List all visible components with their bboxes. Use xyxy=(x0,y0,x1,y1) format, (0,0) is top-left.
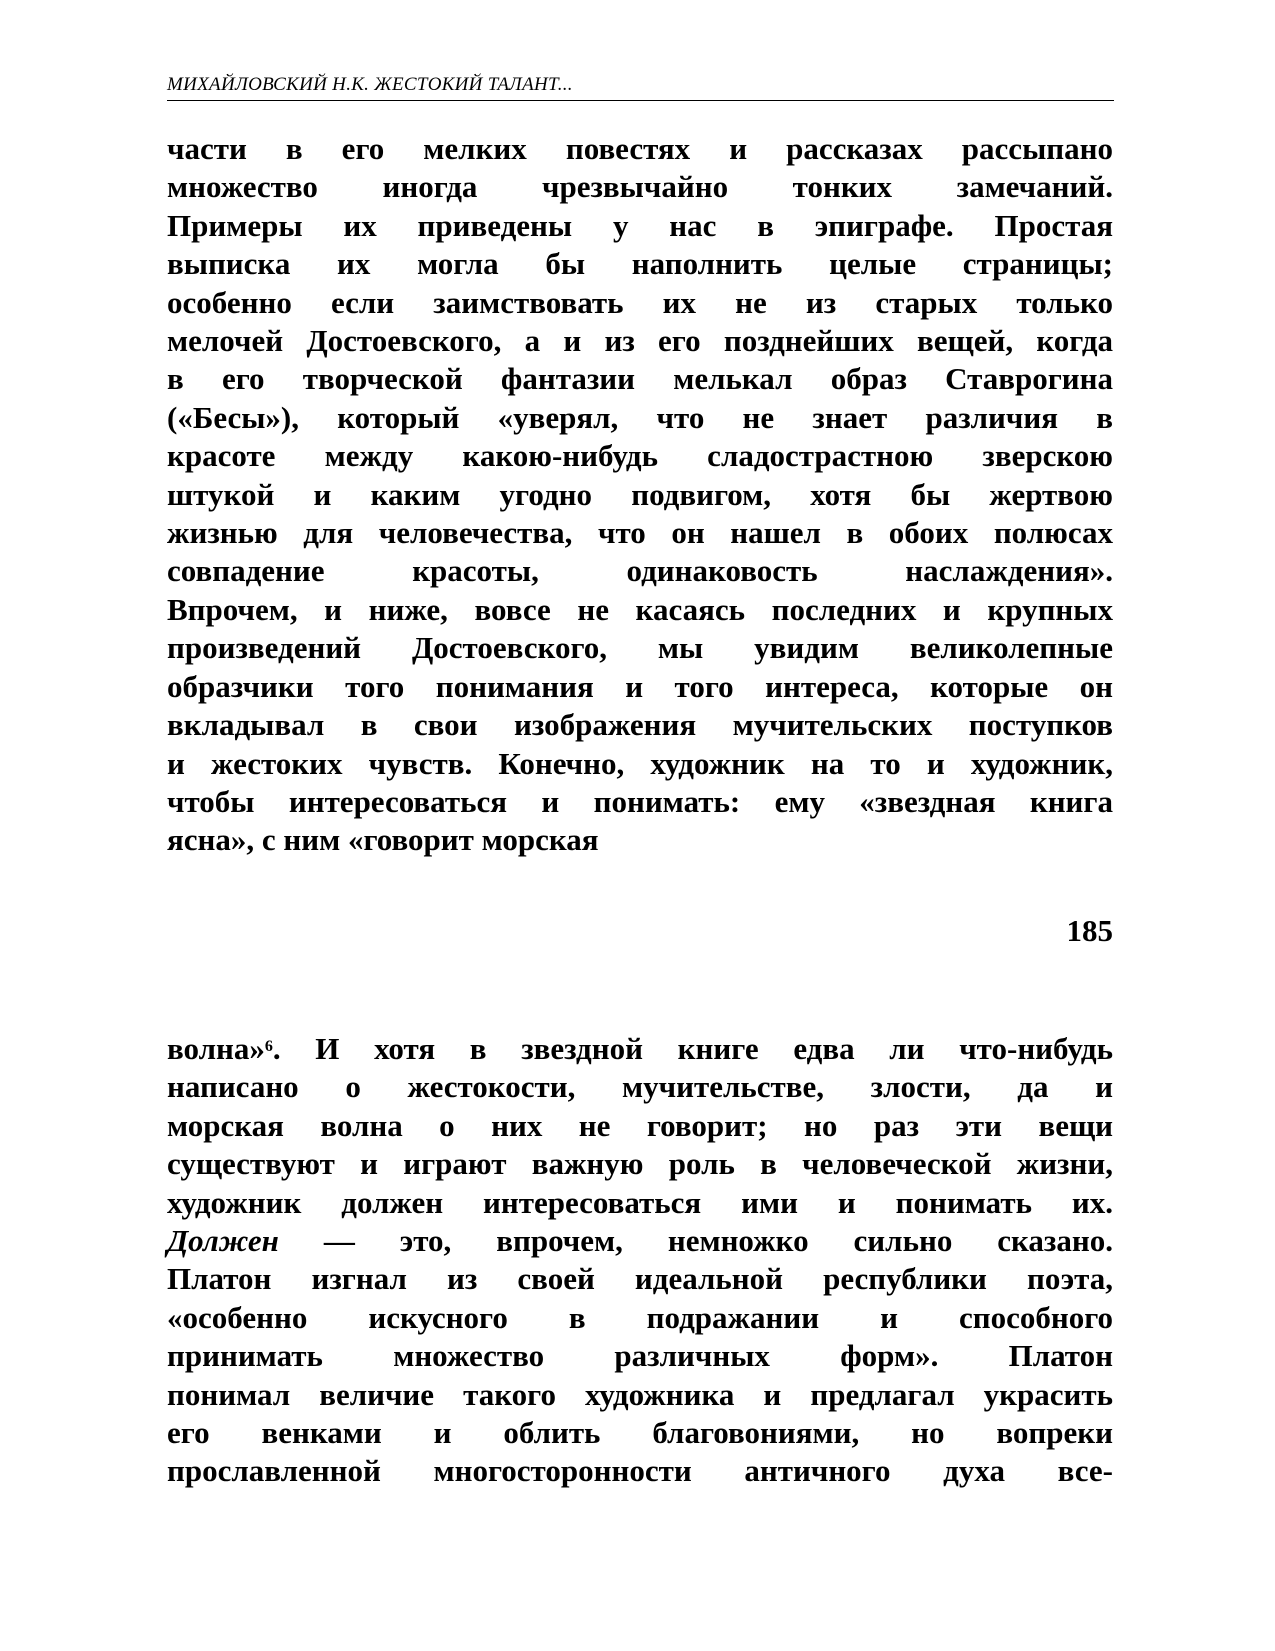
text-line: Примеры их приведены у нас в эпиграфе. Простая xyxy=(167,207,1113,243)
text-line: Платон изгнал из своей идеальной республики поэта, xyxy=(167,1261,1113,1297)
text-line: («Бесы»), который «уверял, что не знает различия в xyxy=(167,399,1113,435)
text-line: части в его мелких повестях и рассказах рассыпано xyxy=(167,131,1113,166)
text-line: мелочей Достоевского, а и из его позднейших вещей, когда xyxy=(167,323,1113,359)
text-line: ясна», с ним «говорит морская xyxy=(167,822,599,858)
text-line: штукой и каким угодно подвигом, хотя бы жертвою xyxy=(167,476,1113,512)
text-fragment: волна» xyxy=(167,1031,265,1066)
running-header xyxy=(167,74,1114,101)
text-line xyxy=(167,1030,1113,1068)
text-line: существуют и играют важную роль в человеческой жизни, xyxy=(167,1146,1113,1182)
text-line: выписка их могла бы наполнить целые страницы; xyxy=(167,246,1113,282)
text-line: совпадение красоты, одинаковость наслаждения». xyxy=(167,553,1113,589)
text-line xyxy=(167,1222,1113,1260)
text-line: образчики того понимания и того интереса, которые он xyxy=(167,668,1113,704)
text-line: принимать множество различных форм». Платон xyxy=(167,1338,1113,1374)
text-block-top xyxy=(167,130,1113,860)
text-line: прославленной многосторонности античного духа все- xyxy=(167,1453,1113,1489)
text-line: художник должен интересоваться ими и понимать их. xyxy=(167,1184,1113,1220)
text-line: «особенно искусного в подражании и способного xyxy=(167,1299,1113,1335)
text-line: написано о жестокости, мучительстве, злости, да и xyxy=(167,1069,1113,1105)
text-line: множество иногда чрезвычайно тонких замечаний. xyxy=(167,169,1113,205)
text-line: морская волна о них не говорит; но раз эти вещи xyxy=(167,1107,1113,1143)
text-line: жизнью для человечества, что он нашел в обоих полюсах xyxy=(167,515,1113,551)
text-line: произведений Достоевского, мы увидим великолепные xyxy=(167,630,1113,666)
italic-word: Должен xyxy=(167,1223,279,1259)
text-line: понимал величие такого художника и предлагал украсить xyxy=(167,1376,1113,1412)
text-line: и жестоких чувств. Конечно, художник на то и художник, xyxy=(167,745,1113,781)
page-number: 185 xyxy=(1066,913,1113,948)
footnote-ref: 6 xyxy=(264,1038,273,1055)
text-line: вкладывал в свои изображения мучительских поступков xyxy=(167,707,1113,743)
text-fragment: — это, впрочем, немножко сильно сказано. xyxy=(278,1223,1113,1259)
text-line: в его творческой фантазии мелькал образ Ставрогина xyxy=(167,361,1113,397)
running-title: МИХАЙЛОВСКИЙ Н.К. ЖЕСТОКИЙ ТАЛАНТ... xyxy=(167,74,573,95)
text-line: его венками и облить благовониями, но вопреки xyxy=(167,1415,1113,1451)
text-line: красоте между какою-нибудь сладострастною зверскою xyxy=(167,438,1113,474)
text-line: особенно если заимствовать их не из старых только xyxy=(167,284,1113,320)
text-fragment: . И хотя в звездной книге едва ли что-нибудь xyxy=(272,1031,1113,1066)
text-line: Впрочем, и ниже, вовсе не касаясь последних и крупных xyxy=(167,591,1113,627)
text-line: чтобы интересоваться и понимать: ему «звездная книга xyxy=(167,783,1113,819)
text-block-bottom xyxy=(167,1030,1113,1491)
